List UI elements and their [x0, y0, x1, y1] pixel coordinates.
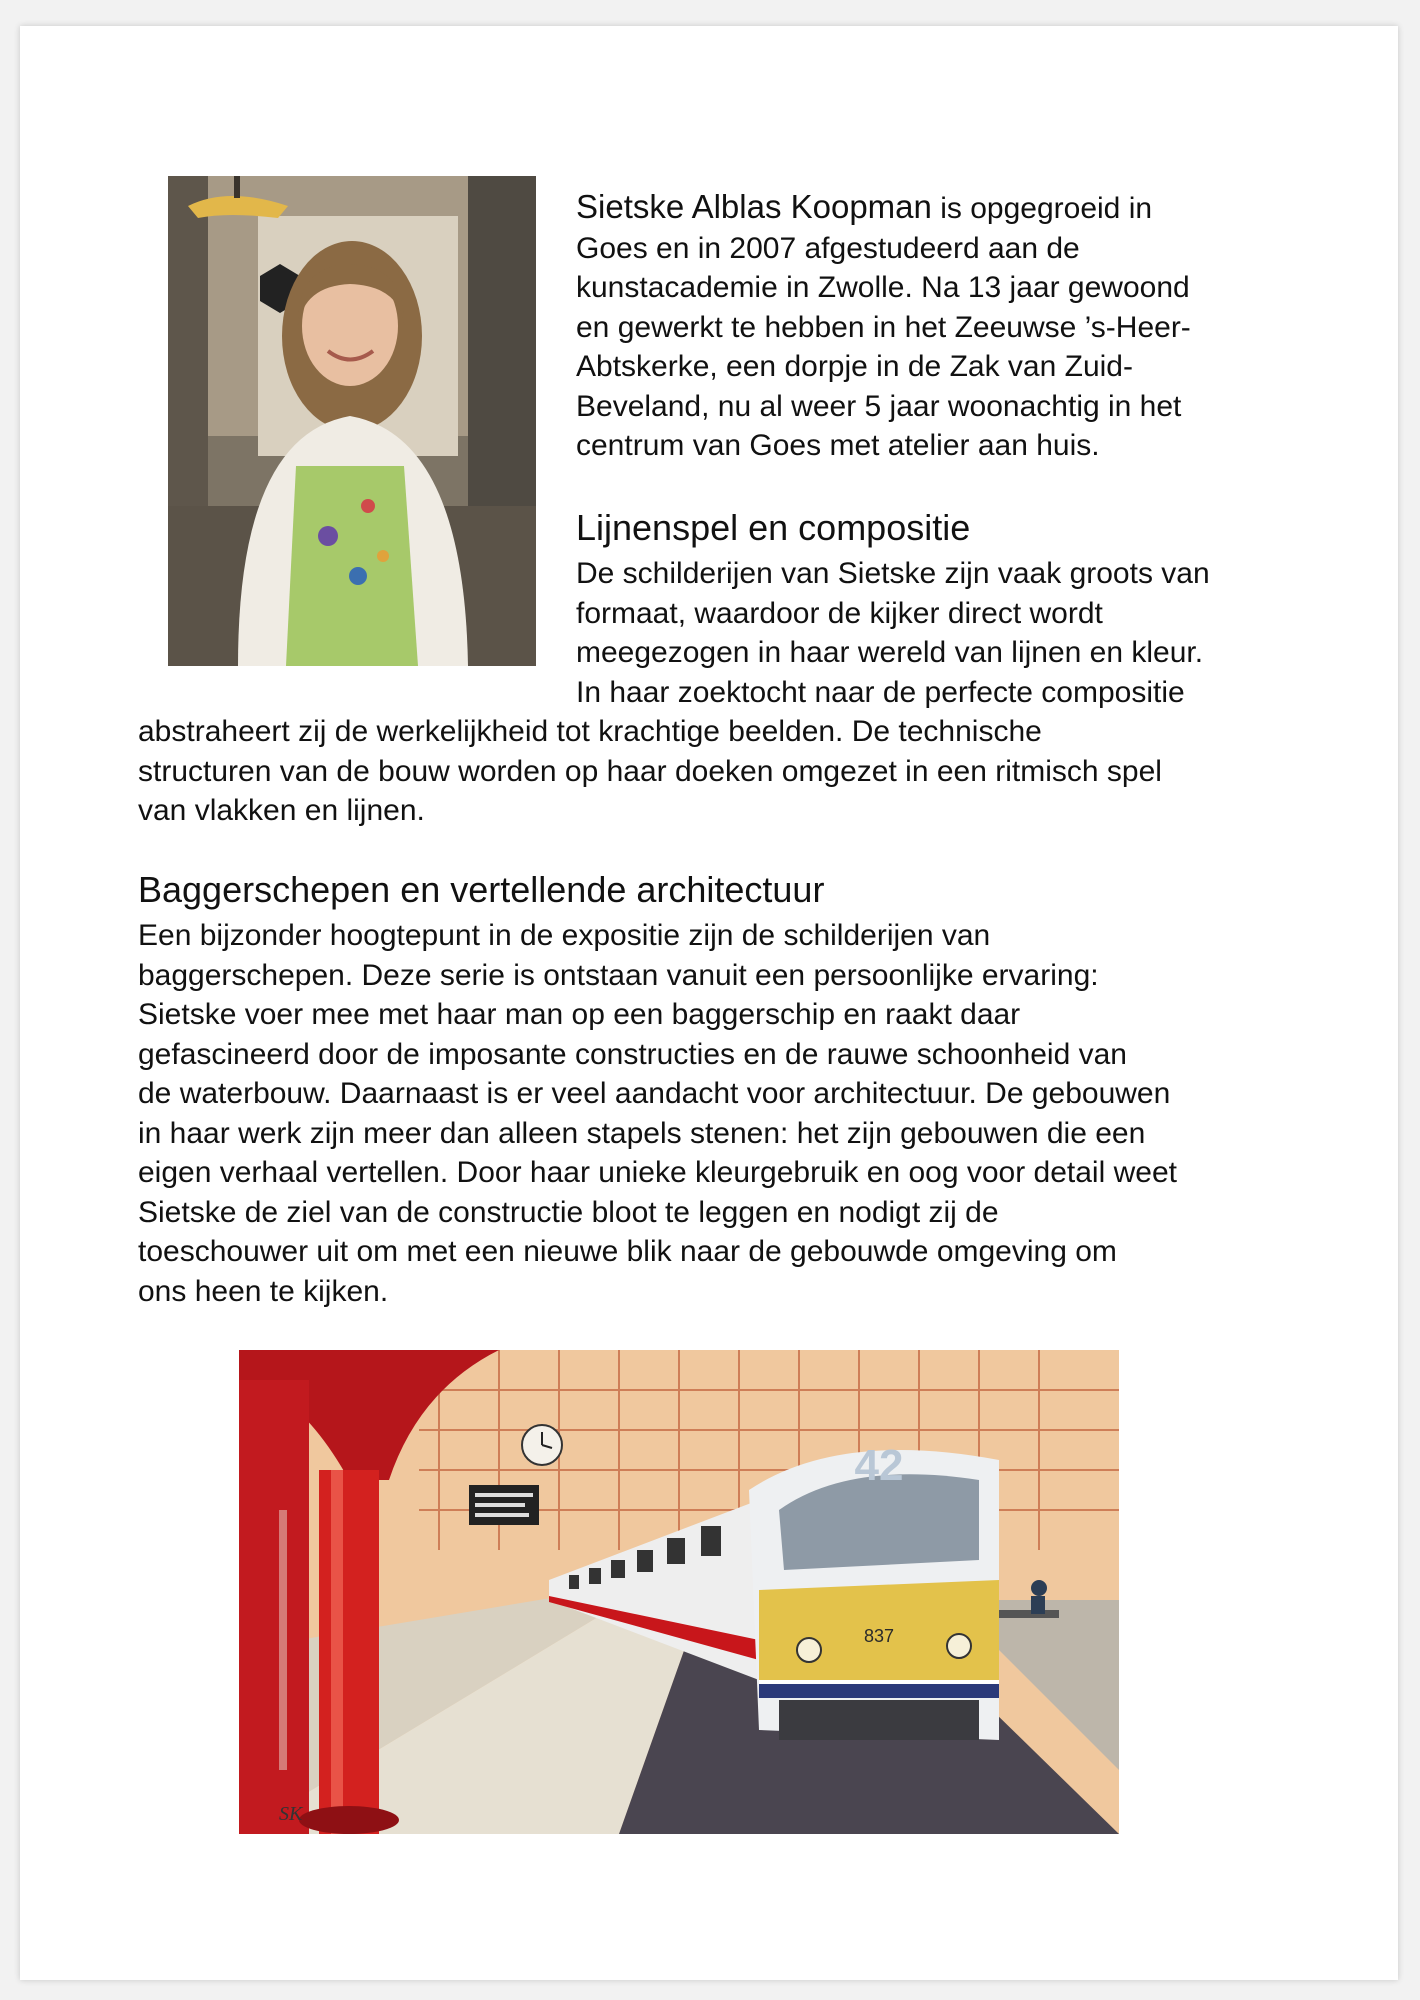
section2-paragraph — [138, 916, 1177, 1311]
intro-line: en gewerkt te hebben in het Zeeuwse ’s-Heer- — [576, 310, 1191, 344]
section1-line: van vlakken en lijnen. — [138, 794, 425, 827]
section2-line: ons heen te kijken. — [138, 1274, 389, 1308]
intro-line: centrum van Goes met atelier aan huis. — [576, 429, 1100, 462]
section2-line: Sietske voer mee met haar man op een baggerschip en raakt daar — [138, 998, 1021, 1031]
section1-paragraph-wide — [138, 712, 1162, 831]
intro-paragraph — [576, 187, 1191, 466]
train-station-painting — [239, 1350, 1119, 1834]
section1-line: De schilderijen van Sietske zijn vaak groots van — [576, 557, 1210, 590]
section2-line: baggerschepen. Deze serie is ontstaan vanuit een persoonlijke ervaring: — [138, 958, 1099, 992]
section1-line: formaat, waardoor de kijker direct wordt — [576, 596, 1103, 630]
document-page — [20, 26, 1398, 1980]
section1-paragraph-narrow — [576, 554, 1210, 712]
artist-name: Sietske Alblas Koopman — [576, 188, 932, 225]
intro-line: Goes en in 2007 afgestudeerd aan de — [576, 231, 1080, 265]
section1-line: In haar zoektocht naar de perfecte compositie — [576, 675, 1185, 709]
section2-line: toeschouwer uit om met een nieuwe blik naar de gebouwde omgeving om — [138, 1235, 1117, 1268]
section2-line: in haar werk zijn meer dan alleen stapels stenen: het zijn gebouwen die een — [138, 1116, 1146, 1150]
section2-line: gefascineerd door de imposante constructies en de rauwe schoonheid van — [138, 1037, 1127, 1071]
section1-line: abstraheert zij de werkelijkheid tot krachtige beelden. De technische — [138, 715, 1042, 748]
section1-line: structuren van de bouw worden op haar doeken omgezet in een ritmisch spel — [138, 754, 1162, 788]
intro-line: is opgegroeid in — [931, 192, 1153, 225]
train-roof-number: 42 — [854, 1441, 904, 1490]
section-heading-baggerschepen: Baggerschepen en vertellende architectuur — [138, 869, 825, 910]
intro-line: Abtskerke, een dorpje in de Zak van Zuid- — [576, 350, 1133, 383]
section2-line: eigen verhaal vertellen. Door haar unieke kleurgebruik en oog voor detail weet — [138, 1156, 1177, 1189]
artist-portrait-photo — [168, 176, 536, 666]
section2-line: Sietske de ziel van de constructie bloot te leggen en nodigt zij de — [138, 1195, 999, 1229]
intro-line: Beveland, nu al weer 5 jaar woonachtig in het — [576, 389, 1182, 423]
section1-line: meegezogen in haar wereld van lijnen en kleur. — [576, 636, 1204, 669]
section2-line: Een bijzonder hoogtepunt in de expositie zijn de schilderijen van — [138, 919, 991, 952]
artist-signature: SK — [279, 1803, 303, 1825]
locomotive-number: 837 — [863, 1626, 895, 1646]
section2-line: de waterbouw. Daarnaast is er veel aandacht voor architectuur. De gebouwen — [138, 1077, 1171, 1110]
intro-line: kunstacademie in Zwolle. Na 13 jaar gewoond — [576, 271, 1190, 304]
section-heading-lijnenspel: Lijnenspel en compositie — [576, 507, 971, 548]
